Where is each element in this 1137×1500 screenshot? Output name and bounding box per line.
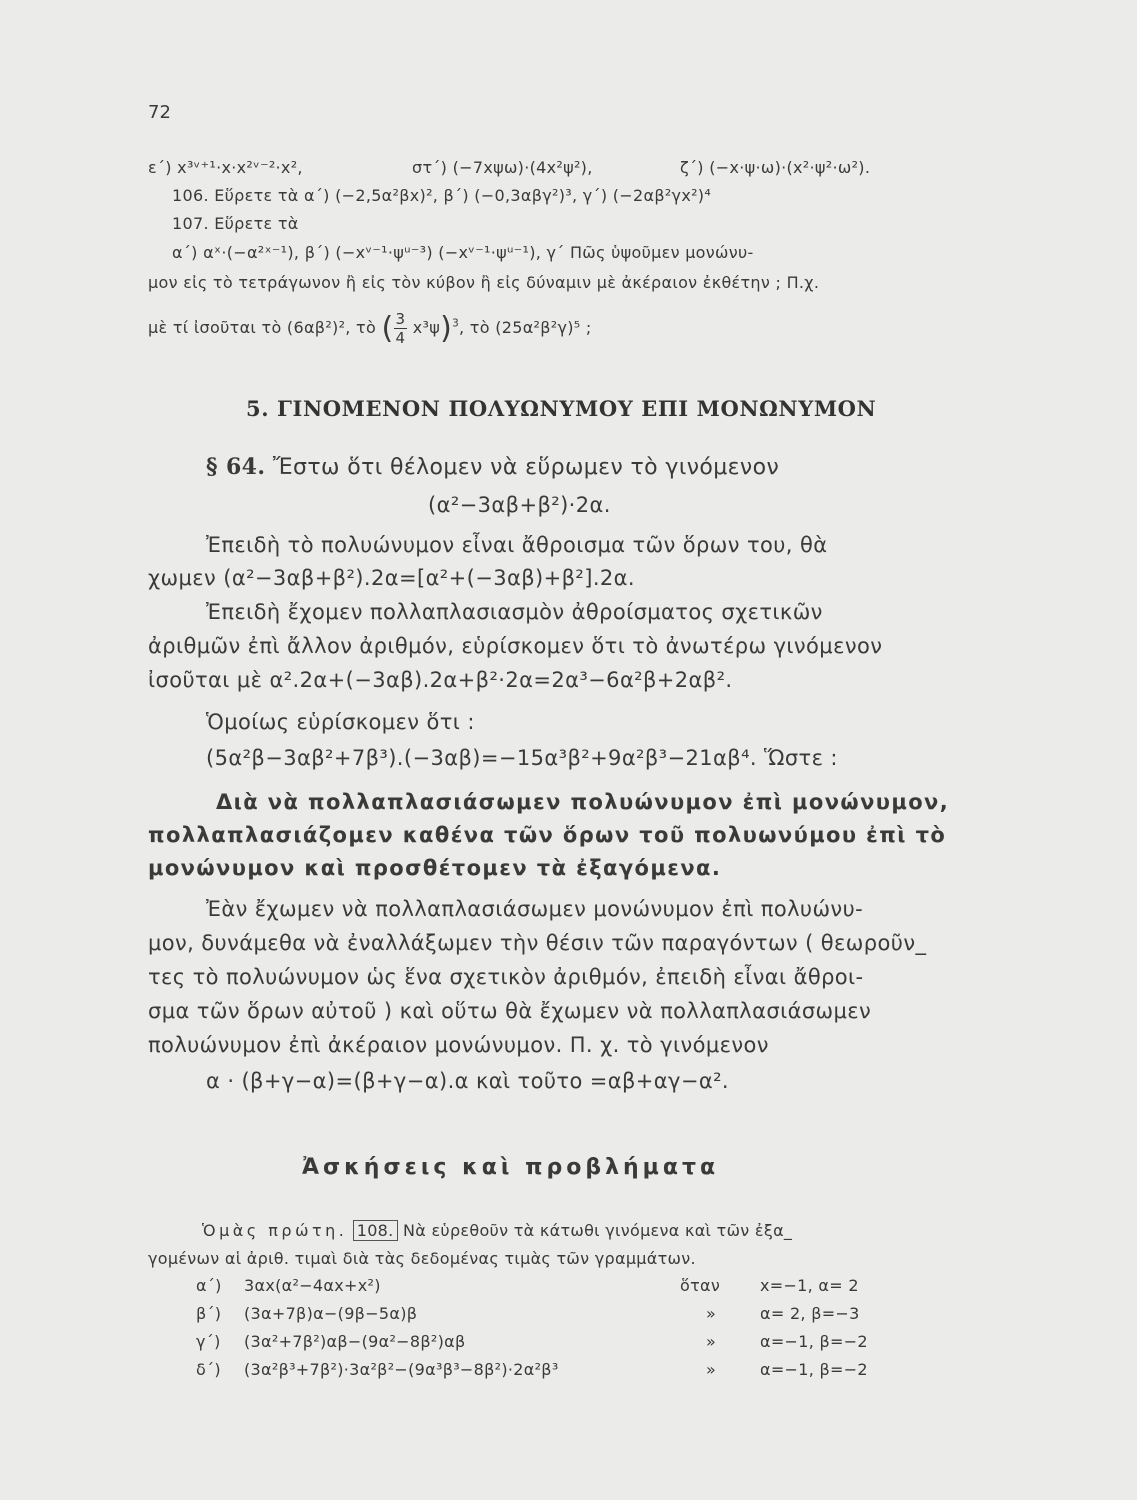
- section-intro-text: Ἔστω ὅτι θέλομεν νὰ εὕρωμεν τὸ γινόμενον: [272, 455, 780, 480]
- paragraph-3-line-2: (5α²β−3αβ²+7β³).(−3αβ)=−15α³β²+9α²β³−21αβ⁴. Ὥστε :: [206, 746, 838, 770]
- exercise-item-condition: »: [706, 1360, 717, 1379]
- exercises-title: Ἀσκήσεις καὶ προβλήματα: [302, 1155, 720, 1180]
- power-question-start: μὲ τί ἰσοῦται τὸ (6αβ²)², τὸ: [148, 318, 377, 337]
- exercise-item-values: α=−1, β=−2: [760, 1360, 868, 1379]
- paragraph-1-line-2: χωμεν (α²−3αβ+β²).2α=[α²+(−3αβ)+β²].2α.: [148, 566, 635, 590]
- fraction-numerator: 3: [395, 310, 406, 328]
- group-label: Ὁμὰς πρώτη.: [202, 1221, 348, 1240]
- exercise-107: 107. Εὕρετε τὰ: [172, 214, 299, 233]
- exercise-line-st: στ΄) (−7xψω)·(4x²ψ²),: [412, 158, 593, 177]
- exercise-item-expression: 3αx(α²−4αx+x²): [244, 1276, 381, 1295]
- section-mark: § 64.: [206, 454, 266, 480]
- paragraph-4-line-5: πολυώνυμον ἐπὶ ἀκέραιον μονώνυμον. Π. χ. τὸ γινόμενον: [148, 1033, 769, 1057]
- fraction: [394, 310, 408, 347]
- paragraph-4-line-3: τες τὸ πολυώνυμον ὡς ἕνα σχετικὸν ἀριθμόν, ἐπειδὴ εἶναι ἄθροι-: [148, 965, 864, 989]
- exercise-item-label: β΄): [196, 1304, 222, 1323]
- right-paren: ): [440, 311, 453, 346]
- exercise-item-values: α=−1, β=−2: [760, 1332, 868, 1351]
- monomial: x³ψ: [412, 318, 441, 337]
- paragraph-1-line-1: Ἐπειδὴ τὸ πολυώνυμον εἶναι ἄθροισμα τῶν ὅρων του, θὰ: [206, 533, 828, 557]
- exercise-item-expression: (3α²+7β²)αβ−(9α²−8β²)αβ: [244, 1332, 466, 1351]
- left-paren: (: [381, 311, 394, 346]
- paragraph-2-line-1: Ἐπειδὴ ἔχομεν πολλαπλασιασμὸν ἀθροίσματος σχετικῶν: [206, 600, 823, 624]
- exercise-line-e: ε΄) x³ᵛ⁺¹·x·x²ᵛ⁻²·x²,: [148, 158, 303, 177]
- exercise-instruction-a: Νὰ εὑρεθοῦν τὰ κάτωθι γινόμενα καὶ τῶν ἐξα_: [402, 1221, 793, 1240]
- intro-expression: (α²−3αβ+β²)·2α.: [428, 493, 611, 517]
- page-number: 72: [148, 102, 171, 123]
- cube-exponent: 3: [452, 317, 460, 330]
- exercise-item-label: δ΄): [196, 1360, 221, 1379]
- exercise-107-line-b: μον εἰς τὸ τετράγωνον ἢ εἰς τὸν κύβον ἢ εἰς δύναμιν μὲ ἀκέραιον ἐκθέτην ; Π.χ.: [148, 273, 820, 292]
- fraction-denominator: 4: [395, 329, 406, 347]
- exercise-item-label: γ΄): [196, 1332, 221, 1351]
- exercise-number: 108.: [353, 1220, 398, 1241]
- exercise-item-condition: ὅταν: [680, 1276, 721, 1295]
- exercise-item-condition: »: [706, 1332, 717, 1351]
- section-intro: [206, 454, 779, 480]
- exercise-item-expression: (3α+7β)α−(9β−5α)β: [244, 1304, 418, 1323]
- exercise-108-header: [202, 1221, 792, 1240]
- power-question-end: , τὸ (25α²β²γ)⁵ ;: [459, 318, 592, 337]
- paragraph-4-line-1: Ἐὰν ἔχωμεν νὰ πολλαπλασιάσωμεν μονώνυμον ἐπὶ πολυώνυ-: [206, 897, 864, 921]
- exercise-107-line-a: α΄) αˣ·(−α²ˣ⁻¹), β΄) (−xᵛ⁻¹·ψᵘ⁻³) (−xᵛ⁻¹·ψᵘ⁻¹), γ΄ Πῶς ὑψοῦμεν μονώνυ-: [172, 243, 754, 262]
- rule-line-1: Διὰ νὰ πολλαπλασιάσωμεν πολυώνυμον ἐπὶ μονώνυμον,: [216, 790, 950, 814]
- paragraph-4-line-6: α · (β+γ−α)=(β+γ−α).α καὶ τοῦτο =αβ+αγ−α².: [206, 1069, 730, 1093]
- exercise-line-z: ζ΄) (−x·ψ·ω)·(x²·ψ²·ω²).: [680, 158, 871, 177]
- paragraph-4-line-4: σμα τῶν ὅρων αὐτοῦ ) καὶ οὕτω θὰ ἔχωμεν νὰ πολλαπλασιάσωμεν: [148, 999, 872, 1023]
- exercise-item-expression: (3α²β³+7β²)·3α²β²−(9α³β³−8β²)·2α²β³: [244, 1360, 559, 1379]
- exercise-item-label: α΄): [196, 1276, 222, 1295]
- paragraph-2-line-3: ἰσοῦται μὲ α².2α+(−3αβ).2α+β²·2α=2α³−6α²β+2αβ².: [148, 668, 733, 692]
- exercise-item-values: α= 2, β=−3: [760, 1304, 860, 1323]
- exercise-106: 106. Εὕρετε τὰ α΄) (−2,5α²βx)², β΄) (−0,3αβγ²)³, γ΄) (−2αβ²γx²)⁴: [172, 186, 712, 205]
- rule-line-3: μονώνυμον καὶ προσθέτομεν τὰ ἐξαγόμενα.: [148, 856, 722, 880]
- paragraph-2-line-2: ἀριθμῶν ἐπὶ ἄλλον ἀριθμόν, εὑρίσκομεν ὅτι τὸ ἀνωτέρω γινόμενον: [148, 634, 883, 658]
- exercise-item-condition: »: [706, 1304, 717, 1323]
- rule-line-2: πολλαπλασιάζομεν καθένα τῶν ὅρων τοῦ πολυωνύμου ἐπὶ τὸ: [148, 823, 947, 847]
- exercise-item-values: x=−1, α= 2: [760, 1276, 859, 1295]
- section-heading: 5. ΓΙΝΟΜΕΝΟΝ ΠΟΛΥΩΝΥΜΟΥ ΕΠΙ ΜΟΝΩΝΥΜΟΝ: [246, 396, 877, 421]
- exercise-instruction-b: γομένων αἱ ἀριθ. τιμαὶ διὰ τὰς δεδομένας τιμὰς τῶν γραμμάτων.: [148, 1249, 696, 1268]
- exercise-107-line-c: [148, 310, 592, 347]
- paragraph-3-line-1: Ὁμοίως εὑρίσκομεν ὅτι :: [206, 710, 475, 734]
- paragraph-4-line-2: μον, δυνάμεθα νὰ ἐναλλάξωμεν τὴν θέσιν τῶν παραγόντων ( θεωροῦν_: [148, 931, 927, 955]
